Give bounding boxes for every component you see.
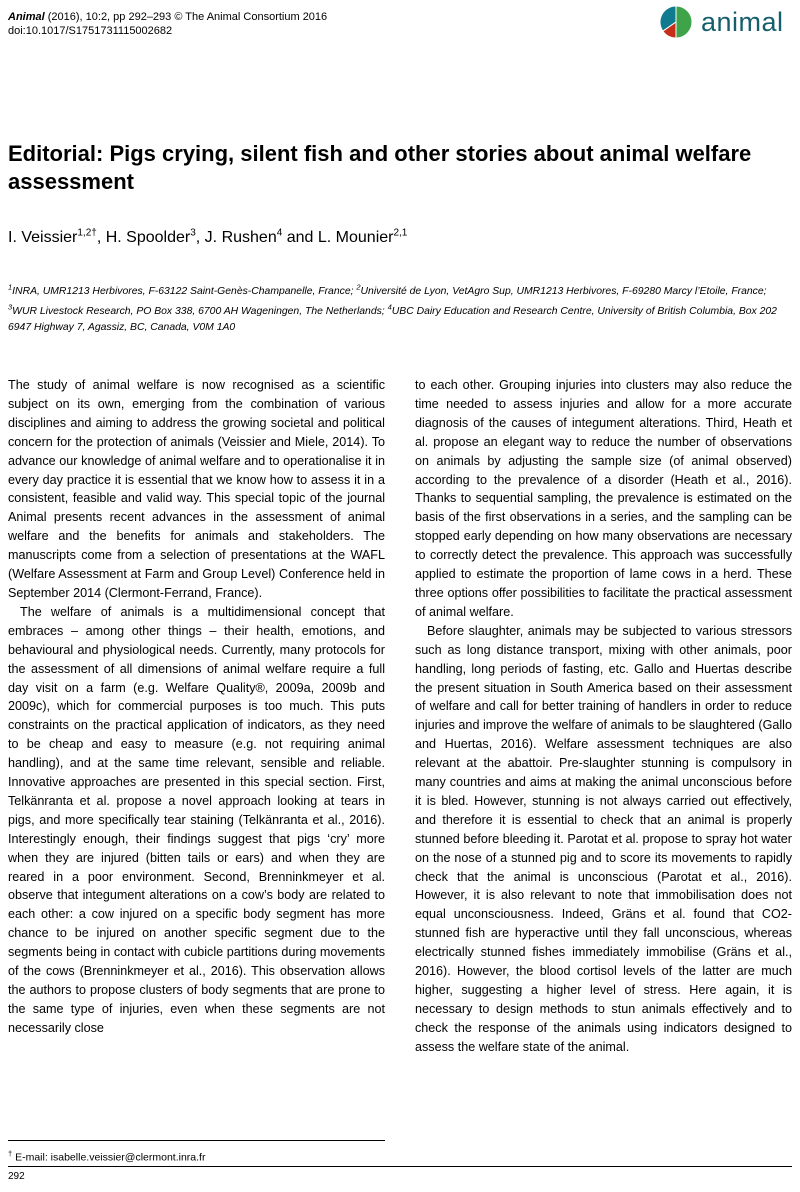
article-body xyxy=(8,376,792,1057)
author-affil-marker: 3 xyxy=(190,228,196,239)
citation-text: (2016), 10:2, pp 292–293 © The Animal Consortium 2016 xyxy=(44,11,328,23)
footnote xyxy=(8,1140,385,1165)
affiliation-text: Université de Lyon, VetAgro Sup, UMR1213 Herbivores, F-69280 Marcy l’Etoile, France; xyxy=(360,286,767,298)
logo-wordmark-svg xyxy=(700,3,790,41)
author xyxy=(205,229,318,246)
column-right xyxy=(415,376,792,1057)
affiliation xyxy=(356,283,767,298)
author-name: J. Rushen xyxy=(204,229,277,247)
logo-wordmark: animal xyxy=(701,7,784,37)
affiliation-marker: 3 xyxy=(8,302,13,312)
affiliation-marker: 1 xyxy=(8,283,13,292)
page-footer xyxy=(8,1166,792,1182)
author xyxy=(8,229,106,246)
page-number: 292 xyxy=(8,1171,25,1182)
affiliation xyxy=(8,302,388,318)
doi: doi:10.1017/S1751731115002682 xyxy=(8,25,173,37)
article-title: Editorial: Pigs crying, silent fish and other stories about animal welfare assessment xyxy=(8,141,752,194)
journal-name: Animal xyxy=(8,11,45,23)
footnote-text: E-mail: isabelle.veissier@clermont.inra.fr xyxy=(12,1151,206,1164)
paragraph: The study of animal welfare is now recognised as a scientific subject on its own, emerging from the combination of various disciplines and aiming to address the growing societal and political concern for the protection of animals (Veissier and Miele, 2014). To advance our knowledge of animal welfare and to operationalise it in every day practice it is essential that we know how to assess it in a consistent, feasible and valid way. This special topic of the journal Animal presents recent advances in the assessment of animal welfare and the benefits for animals and stakeholders. The manuscripts come from a selection of presentations at the WAFL (Welfare Assessment at Farm and Group Level) Conference held in September 2014 (Clermont-Ferrand, France). xyxy=(8,378,385,600)
author-separator: , xyxy=(96,229,106,247)
citation-block xyxy=(8,10,327,38)
affiliations xyxy=(8,280,792,335)
citation-line xyxy=(8,10,327,24)
author xyxy=(106,229,205,246)
authors-line xyxy=(8,224,407,248)
affiliation-marker: 4 xyxy=(387,302,392,312)
logo-green-segment xyxy=(676,6,692,38)
author xyxy=(318,229,408,246)
paragraph: The welfare of animals is a multidimensional concept that embraces – among other things – their health, emotions, and behavioural and physiological needs. Currently, many protocols for the assessment of all dimensions of animal welfare require a full day visit on a farm (e.g. Welfare Quality®, 2009a, 2009b and 2009c), which for commercial purposes is too much. This puts constraints on the practical application of indicators, as they need to be cheap and easy to measure (e.g. not requiring animal handling), and at the same time relevant, sensible and reliable. Innovative approaches are presented in this special section. First, Telkänranta et al. propose a novel approach looking at tears in pigs, and more specifically tear staining (Telkänranta et al., 2016). Interestingly enough, their findings suggest that pigs ‘cry’ more when they are injured (bitten tails or ears) and when they are reared in a poor environment. Second, Brenninkmeyer et al. observe that integument alterations on a cow’s body are related to each other: a cow injured on a specific body segment has more chance to be injured on another specific segment due to the segments being in contact with cubicle partitions during movements of the cows (Brenninkmeyer et al., 2016). This observation allows the authors to propose clusters of body segments that are prone to the same type of injuries, even when these segments are not necessarily close xyxy=(8,604,385,1035)
author-name: H. Spoolder xyxy=(105,229,191,247)
affiliation xyxy=(8,283,357,298)
column-left xyxy=(8,376,385,1057)
author-affil-marker: 4 xyxy=(276,228,283,239)
affiliation-text: UBC Dairy Education and Research Centre, University of British Columbia, Box 202 6947 Highway 7, Agassiz, BC, Canada, V0M 1A0 xyxy=(8,306,777,333)
author-separator: , xyxy=(195,229,205,247)
paragraph: Before slaughter, animals may be subjected to various stressors such as long distance transport, mixing with other animals, poor handling, long periods of fasting, etc. Gallo and Huertas describe the present situation in South America based on their assessment of welfare and call for better training of handlers in order to reduce injuries and improve the welfare of animals to be slaughtered (Gallo and Huertas, 2016). Welfare assessment techniques are also relevant at the abattoir. Pre-slaughter stunning is compulsory in many countries and aims at making the animal unconscious before it is bled. However, stunning is not always carried out effectively, and therefore it is essential to check that an animal is properly stunned before bleeding it. Parotat et al. propose to spray hot water on the nose of a stunned pig and to score its movements to rapidly check that the animal is unconscious (Parotat et al., 2016). However, it is also relevant to note that immobilisation does not equal unconsciousness. Indeed, Gräns et al. found that CO2-stunned fish are hyperactive until they fall unconscious, whereas electrically stunned fishes immediately immobilise (Gräns et al., 2016). However, the blood cortisol levels of the latter are much higher, suggesting a higher level of stress. Here again, it is necessary to design methods to stun animals effectively and to check the response of the animals using indicators designed to assess the welfare state of the animal. xyxy=(415,623,792,1054)
author-affil-marker: 1,2† xyxy=(77,228,97,239)
author-affil-marker: 2,1 xyxy=(393,228,408,239)
footnote-marker: † xyxy=(8,1149,13,1158)
paragraph: to each other. Grouping injuries into clusters may also reduce the time needed to assess injuries and allow for a more accurate diagnosis of the causes of integument alterations. Third, Heath et al. propose an elegant way to reduce the number of observations on animals by adjusting the sample size (of animal observed) according to the prevalence of a disorder (Heath et al., 2016). Thanks to sequential sampling, the prevalence is estimated on the basis of the first observations in a series, and the sampling can be stopped early depending on how many observations are necessary to correctly detect the prevalence. This approach was successfully applied to estimate the proportion of lame cows in a herd. These three options offer possibilities to facilitate the practical assessment of animal welfare. xyxy=(415,378,792,619)
affiliation-text: WUR Livestock Research, PO Box 338, 6700 AH Wageningen, The Netherlands; xyxy=(12,306,388,318)
author-name: L. Mounier xyxy=(317,229,394,247)
author-separator: and xyxy=(282,229,318,247)
logo-mark-icon xyxy=(658,4,694,40)
affiliation-text: INRA, UMR1213 Herbivores, F-63122 Saint-Genès-Champanelle, France; xyxy=(12,286,357,298)
journal-logo xyxy=(658,3,790,41)
affiliation-marker: 2 xyxy=(356,283,361,292)
author-name: I. Veissier xyxy=(8,229,78,247)
